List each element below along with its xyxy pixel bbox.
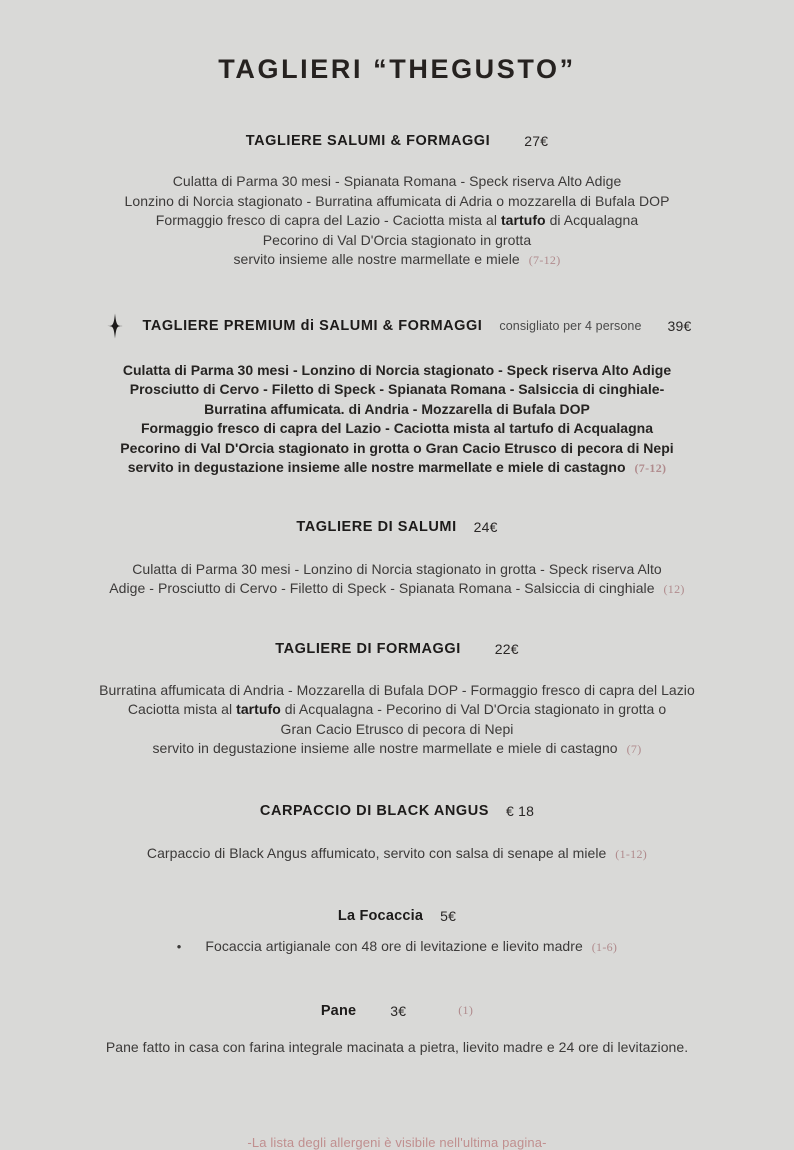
section-price: € 18 bbox=[506, 802, 535, 819]
section-description: Burratina affumicata di Andria - Mozzarella di Bufala DOP - Formaggio fresco di capra del Lazio Caciotta mista al tartufo di Acqualagna - Pecorino di Val D'Orcia stagionato in grotta o Gran Cacio Etrusco di pecora di Nepi servito in degustazione insieme alle nostre marmellate e miele di castagno (7) bbox=[99, 681, 695, 756]
section-title: Pane bbox=[320, 1002, 357, 1019]
section-title: TAGLIERE SALUMI & FORMAGGI bbox=[245, 133, 491, 149]
section-price: 5€ bbox=[440, 908, 457, 924]
section-price: 24€ bbox=[473, 518, 498, 535]
section-price: 3€ bbox=[390, 1002, 407, 1019]
section-serving-note: consigliato per 4 persone bbox=[499, 318, 642, 333]
section-price: 27€ bbox=[524, 133, 549, 149]
menu-section-tagliere-di-formaggi bbox=[28, 641, 766, 760]
section-price: 22€ bbox=[494, 640, 519, 657]
menu-section-la-focaccia bbox=[28, 908, 766, 958]
section-description-row bbox=[28, 937, 766, 958]
menu-section-pane bbox=[28, 1003, 766, 1058]
section-header bbox=[28, 519, 766, 535]
section-description: Culatta di Parma 30 mesi - Lonzino di Norcia stagionato - Speck riserva Alto Adige Prosciutto di Cervo - Filetto di Speck - Spianata Romana - Salsiccia di cinghiale- Burratina affumicata. di Andria - Mozzarella di Bufala DOP Formaggio fresco di capra del Lazio - Caciotta mista al tartufo di Acqualagna Pecorino di Val D'Orcia stagionato in grotta o Gran Cacio Etrusco di pecora di Nepi servito in degustazione insieme alle nostre marmellate e miele di castagno (7-12) bbox=[120, 361, 674, 475]
section-header bbox=[28, 908, 766, 924]
section-description: Pane fatto in casa con farina integrale macinata a pietra, lievito madre e 24 ore di levitazione. bbox=[105, 1038, 689, 1055]
section-title: TAGLIERE DI FORMAGGI bbox=[275, 640, 461, 657]
section-header bbox=[28, 313, 766, 339]
menu-section-tagliere-premium bbox=[28, 313, 766, 479]
sparkle-star-icon bbox=[102, 313, 128, 339]
menu-section-tagliere-di-salumi bbox=[28, 519, 766, 600]
section-description: Culatta di Parma 30 mesi - Spianata Romana - Speck riserva Alto Adige Lonzino di Norcia stagionato - Burratina affumicata di Adria o mozzarella di Bufala DOP Formaggio fresco di capra del Lazio - Caciotta mista al tartufo di Acqualagna Pecorino di Val D'Orcia stagionato in grotta servito insieme alle nostre marmellate e miele (7-12) bbox=[124, 173, 670, 267]
section-header bbox=[28, 641, 766, 657]
section-title: CARPACCIO DI BLACK ANGUS bbox=[259, 802, 490, 819]
section-price: 39€ bbox=[667, 317, 692, 334]
section-title: TAGLIERE DI SALUMI bbox=[296, 518, 457, 535]
section-header bbox=[28, 803, 766, 819]
section-header bbox=[28, 1003, 766, 1019]
menu-section-carpaccio-black-angus bbox=[28, 803, 766, 865]
bullet-icon: • bbox=[176, 939, 182, 954]
menu-section-tagliere-salumi-formaggi bbox=[28, 133, 766, 271]
section-description: Culatta di Parma 30 mesi - Lonzino di Norcia stagionato in grotta - Speck riserva Alto Adige - Prosciutto di Cervo - Filetto di Speck - Spianata Romana - Salsiccia di cinghiale (12) bbox=[109, 560, 685, 596]
section-description: Carpaccio di Black Angus affumicato, servito con salsa di senape al miele (1-12) bbox=[146, 844, 648, 861]
section-title: TAGLIERE PREMIUM di SALUMI & FORMAGGI bbox=[142, 317, 483, 334]
section-description: Focaccia artigianale con 48 ore di levitazione e lievito madre (1-6) bbox=[205, 938, 618, 954]
page-title: TAGLIERI “THEGUSTO” bbox=[218, 54, 576, 84]
price-allergen-marker: (1) bbox=[458, 1003, 474, 1017]
section-title: La Focaccia bbox=[337, 908, 424, 924]
allergen-footer-note: -La lista degli allergeni è visibile nell'ultima pagina- bbox=[247, 1135, 547, 1150]
section-header bbox=[28, 133, 766, 149]
